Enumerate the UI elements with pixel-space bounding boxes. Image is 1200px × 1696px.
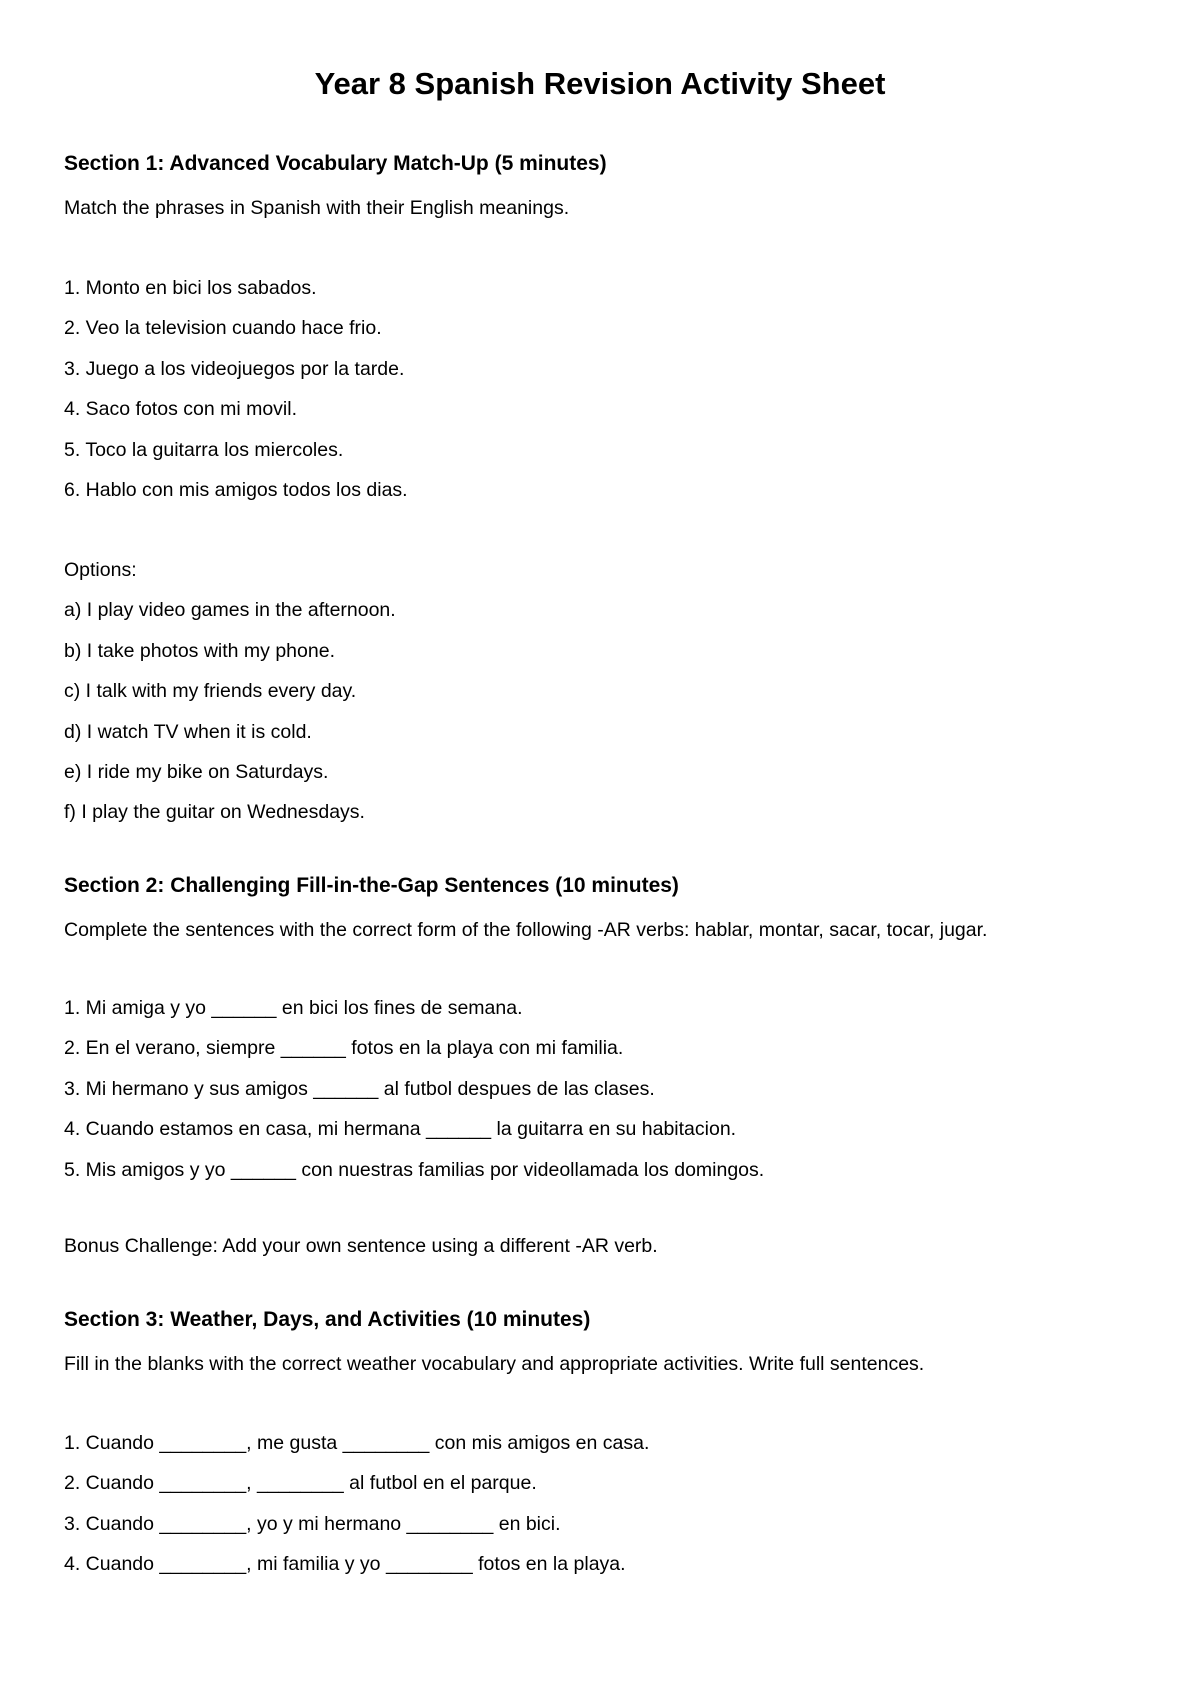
section-2-sentence-list bbox=[64, 988, 1144, 1190]
page-title: Year 8 Spanish Revision Activity Sheet bbox=[314, 66, 886, 101]
option-item: a) I play video games in the afternoon. bbox=[64, 599, 396, 622]
list-item: 3. Juego a los videojuegos por la tarde. bbox=[64, 357, 405, 380]
list-item: 2. En el verano, siempre ______ fotos en la playa con mi familia. bbox=[64, 1037, 624, 1060]
list-item: 3. Cuando ________, yo y mi hermano ________ en bici. bbox=[64, 1512, 561, 1535]
bonus-challenge: Bonus Challenge: Add your own sentence using a different -AR verb. bbox=[64, 1235, 658, 1257]
list-item: 4. Saco fotos con mi movil. bbox=[64, 398, 298, 421]
section-1-heading: Section 1: Advanced Vocabulary Match-Up (5 minutes) bbox=[64, 152, 607, 175]
list-item: 4. Cuando ________, mi familia y yo ________ fotos en la playa. bbox=[64, 1553, 626, 1576]
option-item: e) I ride my bike on Saturdays. bbox=[64, 761, 329, 784]
option-item: d) I watch TV when it is cold. bbox=[64, 720, 312, 743]
section-2-heading: Section 2: Challenging Fill-in-the-Gap Sentences (10 minutes) bbox=[64, 874, 679, 897]
section-3-instruction-block bbox=[64, 1350, 1144, 1378]
list-item: 4. Cuando estamos en casa, mi hermana ______ la guitarra en su habitacion. bbox=[64, 1118, 737, 1141]
option-item: f) I play the guitar on Wednesdays. bbox=[64, 801, 365, 824]
section-2-instruction: Complete the sentences with the correct form of the following -AR verbs: hablar, montar, sacar, tocar, jugar. bbox=[64, 919, 988, 941]
list-item: 5. Toco la guitarra los miercoles. bbox=[64, 438, 344, 461]
section-2-bonus-block bbox=[64, 1232, 1144, 1260]
section-1 bbox=[64, 150, 1144, 178]
list-item: 2. Cuando ________, ________ al futbol en el parque. bbox=[64, 1472, 537, 1495]
list-item: 6. Hablo con mis amigos todos los dias. bbox=[64, 479, 408, 502]
list-item: 1. Monto en bici los sabados. bbox=[64, 277, 317, 299]
option-item: c) I talk with my friends every day. bbox=[64, 680, 357, 703]
list-item: 2. Veo la television cuando hace frio. bbox=[64, 317, 382, 340]
section-2 bbox=[64, 872, 1144, 900]
section-1-phrase-list bbox=[64, 268, 1144, 510]
list-item: 5. Mis amigos y yo ______ con nuestras familias por videollamada los domingos. bbox=[64, 1158, 765, 1181]
list-item: 1. Cuando ________, me gusta ________ con mis amigos en casa. bbox=[64, 1432, 650, 1454]
section-1-options bbox=[64, 550, 1144, 833]
section-3 bbox=[64, 1306, 1144, 1334]
section-1-instruction: Match the phrases in Spanish with their English meanings. bbox=[64, 197, 570, 219]
section-1-instruction-block bbox=[64, 194, 1144, 222]
section-2-instruction-block bbox=[64, 916, 1144, 944]
section-3-heading: Section 3: Weather, Days, and Activities (10 minutes) bbox=[64, 1308, 591, 1331]
section-3-instruction: Fill in the blanks with the correct weather vocabulary and appropriate activities. Write full sentences. bbox=[64, 1353, 925, 1375]
list-item: 1. Mi amiga y yo ______ en bici los fines de semana. bbox=[64, 997, 523, 1019]
list-item: 3. Mi hermano y sus amigos ______ al futbol despues de las clases. bbox=[64, 1077, 655, 1100]
option-item: b) I take photos with my phone. bbox=[64, 639, 335, 662]
options-label: Options: bbox=[64, 559, 137, 581]
section-3-sentence-list bbox=[64, 1423, 1144, 1585]
